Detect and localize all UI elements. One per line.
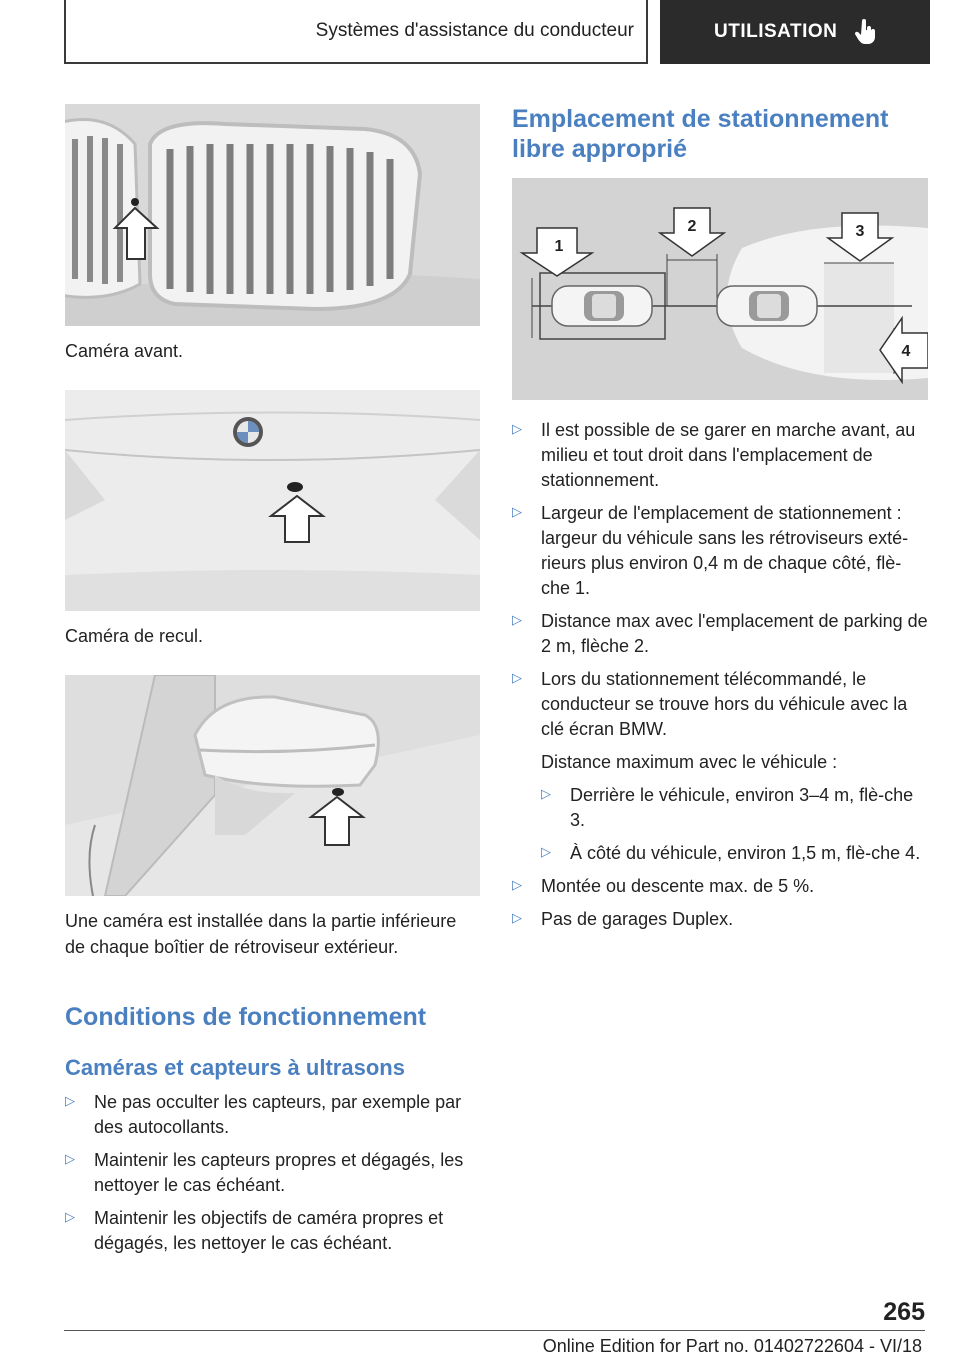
section-heading: Conditions de fonctionnement (65, 1003, 427, 1031)
page-number: 265 (883, 1298, 925, 1326)
right-column (512, 104, 928, 940)
front-camera-caption: Caméra avant. (65, 341, 184, 361)
list-item: ▷ Montée ou descente max. de 5 %. (512, 876, 815, 896)
list-item: ▷ Il est possible de se garer en marche avant, au milieu et tout droit dans l'emplacement de stationnement. (512, 420, 916, 490)
arrow-label-4: 4 (901, 343, 911, 360)
chapter-tab[interactable] (660, 0, 930, 64)
distance-intro: Distance maximum avec le véhicule : (541, 752, 838, 772)
edition-note: Online Edition for Part no. 01402722604 - VI/18 (542, 1336, 922, 1356)
list-item: ▷ Pas de garages Duplex. (512, 909, 734, 929)
subsection-heading: Caméras et capteurs à ultrasons (65, 1055, 405, 1080)
rear-camera-figure (65, 390, 480, 611)
hand-pointer-icon (855, 19, 877, 45)
triangle-bullet-icon: ▷ (541, 786, 551, 801)
list-item: ▷ Largeur de l'emplacement de stationnement : largeur du véhicule sans les rétroviseurs exté-rieurs plus environ 0,4 m de chaque côté, flè-che 1. (512, 503, 909, 598)
footer-divider (64, 1330, 925, 1331)
list-item: ▷ Maintenir les capteurs propres et dégagés, les nettoyer le cas échéant. (65, 1150, 464, 1195)
mirror-camera-figure (65, 675, 480, 896)
arrow-label-2: 2 (687, 218, 697, 235)
triangle-bullet-icon: ▷ (65, 1093, 75, 1108)
mirror-camera-caption: Une caméra est installée dans la partie inférieure de chaque boîtier de rétroviseur extérieur. (65, 911, 457, 957)
triangle-bullet-icon: ▷ (512, 910, 522, 925)
distance-sublist (512, 783, 928, 866)
triangle-bullet-icon: ▷ (541, 844, 551, 859)
arrow-label-1: 1 (554, 238, 564, 255)
parking-conditions-list-continued (512, 874, 928, 932)
chapter-title: UTILISATION (714, 21, 838, 42)
triangle-bullet-icon: ▷ (512, 612, 522, 627)
parking-space-heading: Emplacement de stationnement libre approprié (512, 105, 889, 163)
rear-camera-caption: Caméra de recul. (65, 626, 204, 646)
front-camera-figure (65, 104, 480, 326)
list-item: ▷ Distance max avec l'emplacement de parking de 2 m, flèche 2. (512, 611, 928, 656)
triangle-bullet-icon: ▷ (65, 1151, 75, 1166)
triangle-bullet-icon: ▷ (512, 421, 522, 436)
list-item: ▷ Maintenir les objectifs de caméra propres et dégagés, les nettoyer le cas échéant. (65, 1208, 444, 1253)
section-title: Systèmes d'assistance du conducteur (315, 20, 634, 41)
arrow-label-3: 3 (855, 223, 865, 240)
list-item: ▷ Ne pas occulter les capteurs, par exemple par des autocollants. (65, 1092, 462, 1137)
sub-list-item: ▷ Derrière le véhicule, environ 3–4 m, flè-che 3. (541, 785, 914, 830)
left-column (65, 104, 480, 1264)
running-header-section (64, 0, 648, 64)
triangle-bullet-icon: ▷ (65, 1209, 75, 1224)
sensor-conditions-list (65, 1090, 480, 1256)
parking-conditions-list (512, 418, 928, 742)
triangle-bullet-icon: ▷ (512, 877, 522, 892)
sub-list-item: ▷ À côté du véhicule, environ 1,5 m, flè-che 4. (541, 843, 921, 863)
triangle-bullet-icon: ▷ (512, 670, 522, 685)
list-item: ▷ Lors du stationnement télécommandé, le conducteur se trouve hors du véhicule avec la clé écran BMW. (512, 669, 908, 739)
triangle-bullet-icon: ▷ (512, 504, 522, 519)
parking-diagram (512, 178, 928, 400)
